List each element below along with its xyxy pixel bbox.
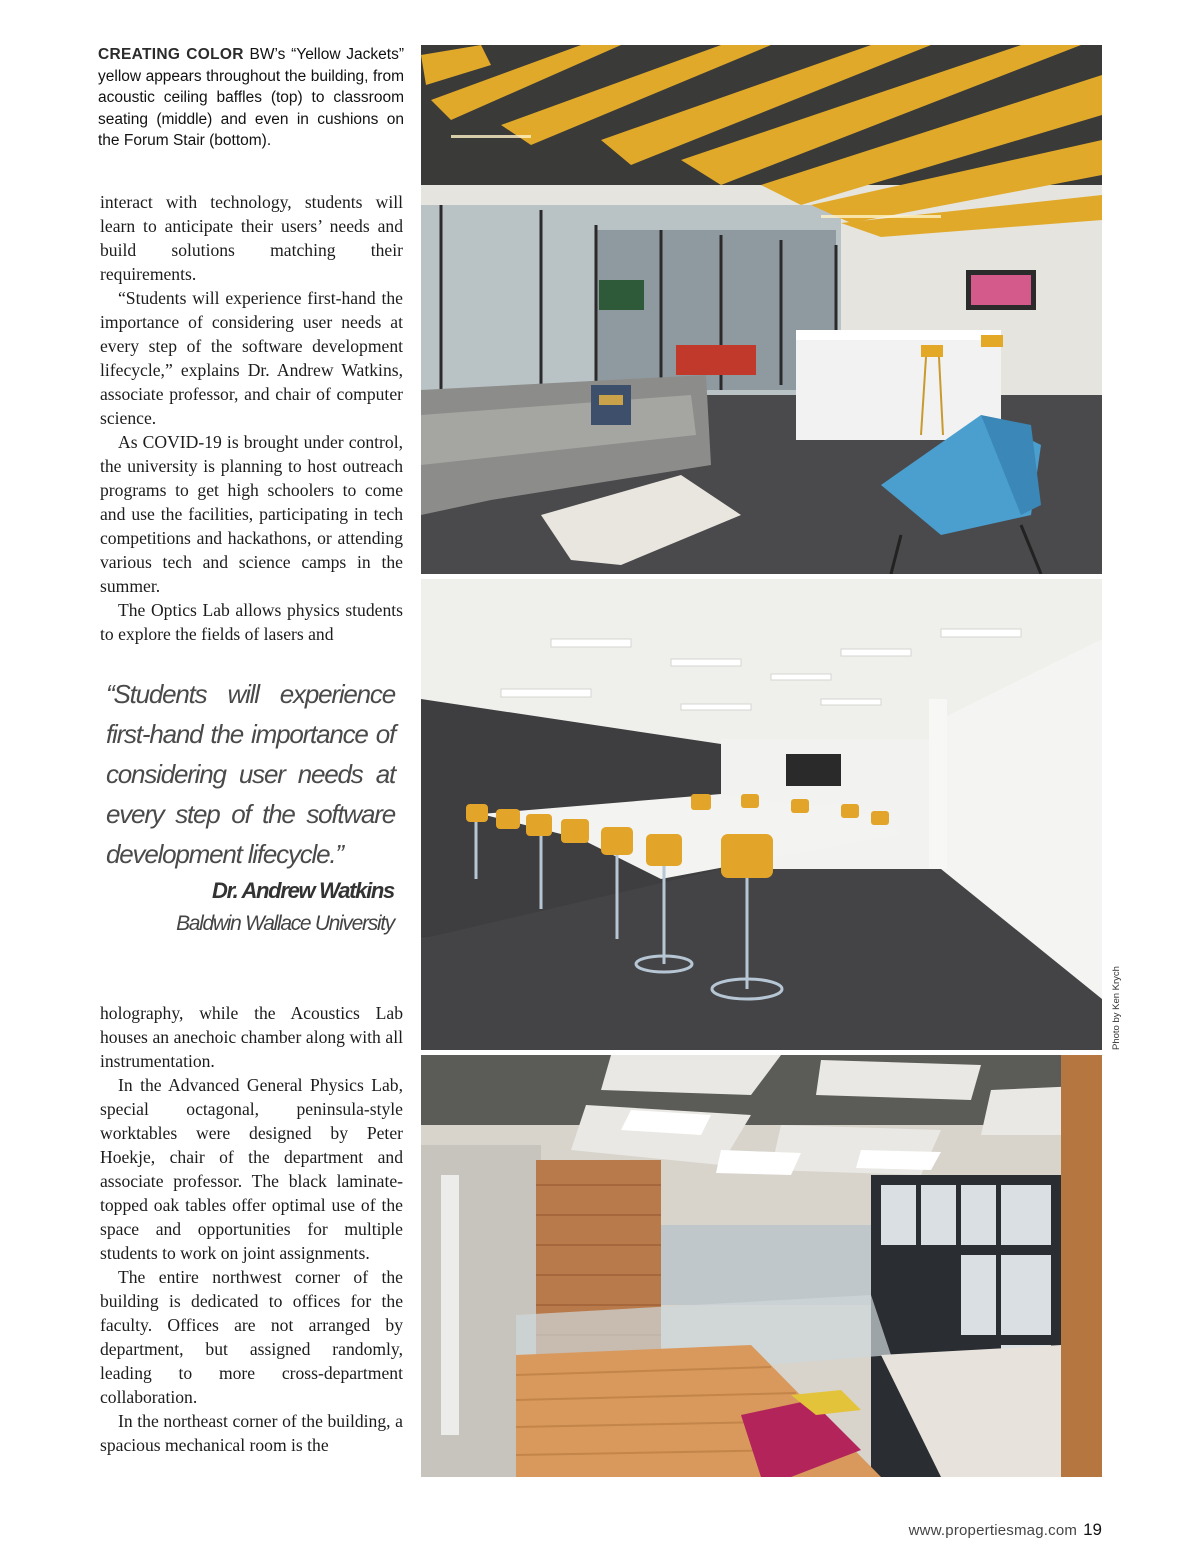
caption-lead: CREATING COLOR [98, 46, 244, 63]
page-footer [909, 1520, 1102, 1540]
body-paragraph: The entire northwest corner of the building is dedicated to offices for the faculty. Offices are not arranged by department, but assigned randomly, leading to more cross-department collaboration. [100, 1267, 403, 1407]
photo-forum-stair [421, 1055, 1102, 1477]
body-paragraph: holography, while the Acoustics Lab houses an anechoic chamber along with all instrumentation. [100, 1003, 403, 1071]
pull-quote-attribution-name: Dr. Andrew Watkins [212, 878, 394, 903]
pull-quote-attribution-org: Baldwin Wallace University [176, 912, 394, 935]
body-paragraph: interact with technology, students will learn to anticipate their users’ needs and build solutions matching their requirements. [100, 192, 403, 284]
caption-text: BW’s “Yellow Jackets” yellow appears throughout the building, from acoustic ceiling baffles (top) to classroom seating (middle) and even in cushions on the Forum Stair (bottom). [98, 46, 404, 150]
body-paragraph: “Students will experience first-hand the importance of considering user needs at every step of the software development lifecycle,” explains Dr. Andrew Watkins, associate professor, and chair of computer science. [100, 288, 403, 428]
photo-caption [98, 44, 404, 152]
body-column-upper [100, 190, 403, 646]
body-column-lower [100, 1001, 403, 1457]
footer-url: www.propertiesmag.com [908, 1522, 1078, 1539]
photo-credit: Photo by Ken Krych [1111, 966, 1122, 1050]
body-paragraph: As COVID-19 is brought under control, the university is planning to host outreach programs to get high schoolers to come and use the facilities, participating in tech competitions and hackathons, or attending various tech and science camps in the summer. [100, 432, 403, 596]
body-paragraph: In the northeast corner of the building, a spacious mechanical room is the [100, 1411, 403, 1455]
body-paragraph: The Optics Lab allows physics students to explore the fields of lasers and [100, 600, 403, 644]
body-paragraph: In the Advanced General Physics Lab, special octagonal, peninsula-style worktables were designed by Peter Hoekje, chair of the department and associate professor. The black laminate-topped oak tables offer optimal use of the space and opportunities for multiple students to work on joint assignments. [100, 1075, 403, 1263]
photo-classroom-yellow-chairs [421, 579, 1102, 1050]
page-number: 19 [1083, 1520, 1102, 1539]
pull-quote: “Students will experience first-hand the importance of considering user needs at every step of the software development lifecycle.” [106, 679, 395, 869]
photo-lounge-yellow-baffles [421, 45, 1102, 574]
